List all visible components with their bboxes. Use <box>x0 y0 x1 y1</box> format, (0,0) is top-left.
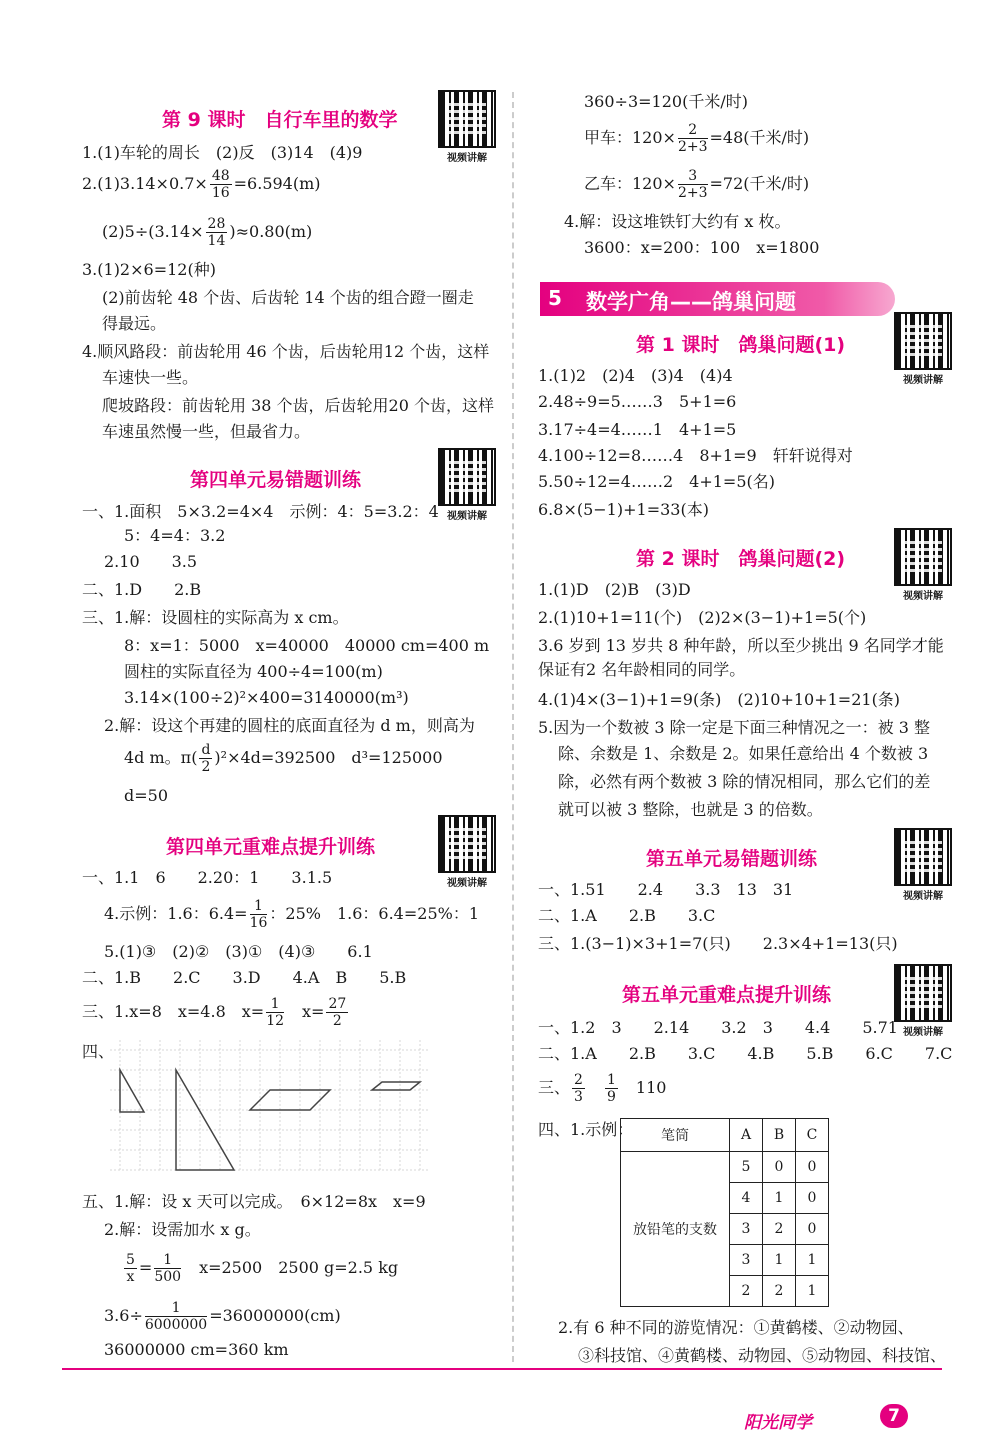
answer-line: 三、1.解：设圆柱的实际高为 x cm。 <box>82 608 349 627</box>
section-banner <box>540 282 895 316</box>
answer-line: 二、1.A 2.B 3.C 4.B 5.B 6.C 7.C <box>538 1044 953 1063</box>
answer-line: 2.10 3.5 <box>104 552 198 571</box>
text: =48(千米/时) <box>709 128 810 147</box>
answer-line: 4.100÷12=8……4 8+1=9 轩轩说得对 <box>538 446 853 465</box>
table-cell: 2 <box>763 1214 796 1245</box>
qr-code[interactable] <box>894 828 952 902</box>
combination-table <box>620 1118 829 1307</box>
answer-line: 一、1.面积 5×3.2=4×4 示例：4：5=3.2：4 <box>82 502 439 521</box>
answer-line: 2.解：设这个再建的圆柱的底面直径为 d m，则高为 <box>104 716 475 735</box>
answer-line: 1.(1)2 (2)4 (3)4 (4)4 <box>538 366 733 385</box>
qr-code[interactable] <box>894 312 952 386</box>
fraction <box>572 1072 585 1105</box>
qr-label: 视频讲解 <box>447 878 487 889</box>
answer-line: 3.6 岁到 13 岁共 8 种年龄，所以至少挑出 9 名同学才能 <box>538 636 944 655</box>
answer-line: 就可以被 3 整除，也就是 3 的倍数。 <box>558 800 823 819</box>
qr-icon <box>438 90 496 148</box>
numerator: 1 <box>250 898 268 915</box>
large-right-triangle <box>176 1070 234 1170</box>
answer-line: 3.14×(100÷2)²×400=3140000(m³) <box>124 688 409 707</box>
fraction <box>210 168 232 201</box>
numerator: 1 <box>154 1252 181 1269</box>
table-cell: 3 <box>730 1214 763 1245</box>
qr-icon <box>894 528 952 586</box>
qr-label: 视频讲解 <box>903 591 943 602</box>
fraction <box>678 122 708 155</box>
denominator: 16 <box>211 185 230 201</box>
text: 4.示例：1.6：6.4= <box>104 904 248 923</box>
answer-line <box>104 898 479 931</box>
denominator: 6000000 <box>144 1317 208 1333</box>
small-parallelogram <box>372 1082 420 1090</box>
answer-line: 四、1.示例： <box>538 1120 634 1139</box>
denominator: x <box>126 1269 135 1285</box>
answer-line: 保证有2 名年龄相同的同学。 <box>538 660 746 679</box>
answer-line: 二、1.B 2.C 3.D 4.A B 5.B <box>82 968 407 987</box>
text: =72(千米/时) <box>709 174 810 193</box>
text: 乙车：120× <box>584 174 676 193</box>
heading-unit4-errors: 第四单元易错题训练 <box>190 469 362 491</box>
page-number: 7 <box>880 1404 908 1428</box>
fraction <box>250 898 268 931</box>
numerator: 3 <box>678 168 708 185</box>
footer-rule <box>62 1368 942 1370</box>
numerator: 2 <box>678 122 708 139</box>
heading-unit5-advanced: 第五单元重难点提升训练 <box>622 984 832 1006</box>
answer-line: 4.(1)4×(3−1)+1=9(条) (2)10+10+1=21(条) <box>538 690 901 709</box>
answer-line: ③科技馆、④黄鹤楼、动物园、⑤动物园、科技馆、 <box>578 1346 947 1365</box>
qr-code[interactable] <box>438 448 496 522</box>
answer-line: 一、1.2 3 2.14 3.2 3 4.4 5.71 <box>538 1018 898 1037</box>
answer-line: 6.8×(5−1)+1=33(本) <box>538 500 709 519</box>
heading-unit5-errors: 第五单元易错题训练 <box>646 848 818 870</box>
answer-line: 车速虽然慢一些，但最省力。 <box>102 422 311 441</box>
numerator: 27 <box>328 996 347 1012</box>
answer-line: 五、1.解：设 x 天可以完成。 6×12=8x x=9 <box>82 1192 426 1211</box>
answer-line <box>584 168 809 201</box>
table-header-cell: B <box>763 1119 796 1152</box>
denominator: 2+3 <box>677 139 708 155</box>
denominator: 500 <box>154 1269 182 1285</box>
answer-line: 5：4=4：3.2 <box>124 526 226 545</box>
answer-line: 2.有 6 种不同的游览情况：①黄鹤楼、②动物园、 <box>558 1318 914 1337</box>
answer-line: 4.顺风路段：前齿轮用 46 个齿，后齿轮用12 个齿，这样 <box>82 342 490 361</box>
denominator: 12 <box>266 1013 285 1029</box>
table-header-cell: C <box>796 1119 829 1152</box>
answer-line: (2)前齿轮 48 个齿、后齿轮 14 个齿的组合蹬一圈走 <box>102 288 474 307</box>
text: =36000000(cm) <box>209 1306 341 1325</box>
answer-line: d=50 <box>124 786 169 805</box>
fraction <box>266 996 284 1029</box>
qr-icon <box>438 815 496 873</box>
qr-label: 视频讲解 <box>447 511 487 522</box>
fraction <box>145 1300 207 1333</box>
table-header-cell: A <box>730 1119 763 1152</box>
answer-line: 5.50÷12=4……2 4+1=5(名) <box>538 472 775 491</box>
answer-line: 三、1.(3−1)×3+1=7(只) 2.3×4+1=13(只) <box>538 934 898 953</box>
answer-line: 圆柱的实际直径为 400÷4=100(m) <box>124 662 383 681</box>
answer-line: 2.解：设需加水 x g。 <box>104 1220 261 1239</box>
fraction <box>154 1252 181 1285</box>
text: )²×4d=392500 d³=125000 <box>214 748 443 767</box>
heading-unit4-advanced: 第四单元重难点提升训练 <box>166 836 376 858</box>
table-cell: 1 <box>763 1245 796 1276</box>
qr-label: 视频讲解 <box>903 891 943 902</box>
answer-line: 4.解：设这堆铁钉大约有 x 枚。 <box>564 212 791 231</box>
numerator: 1 <box>266 996 284 1013</box>
answer-line <box>102 216 312 249</box>
answer-line: 爬坡路段：前齿轮用 38 个齿，后齿轮用20 个齿，这样 <box>102 396 494 415</box>
answer-line: 除，必然有两个数被 3 除的情况相同，那么它们的差 <box>558 772 931 791</box>
table-cell: 0 <box>796 1152 829 1183</box>
fraction <box>678 168 708 201</box>
denominator: 14 <box>207 233 226 249</box>
fraction <box>124 1252 137 1285</box>
table-cell: 0 <box>796 1214 829 1245</box>
denominator: 2 <box>201 759 211 775</box>
answer-line <box>538 1072 666 1105</box>
table-cell: 5 <box>730 1152 763 1183</box>
answer-line: 3.17÷4=4……1 4+1=5 <box>538 420 737 439</box>
table-cell: 3 <box>730 1245 763 1276</box>
text: 三、1.x=8 x=4.8 x= <box>82 1002 265 1021</box>
answer-line: 2.(1)10+1=11(个) (2)2×(3−1)+1=5(个) <box>538 608 867 627</box>
table-header-cell: 笔筒 <box>621 1119 730 1152</box>
table-cell: 2 <box>730 1276 763 1307</box>
denominator: 3 <box>574 1089 583 1105</box>
answer-line: 3.(1)2×6=12(种) <box>82 260 216 279</box>
answer-line: 36000000 cm=360 km <box>104 1340 289 1359</box>
numerator: 5 <box>126 1252 135 1268</box>
table-cell: 1 <box>796 1276 829 1307</box>
grid-lines <box>110 1040 430 1170</box>
numerator: 28 <box>207 216 226 232</box>
answer-line: 二、1.A 2.B 3.C <box>538 906 716 925</box>
section-number: 5 <box>548 286 562 310</box>
text: 110 <box>635 1078 667 1097</box>
section-title: 数学广角——鸽巢问题 <box>586 290 796 314</box>
large-parallelogram <box>250 1090 330 1110</box>
qr-icon <box>438 448 496 506</box>
shapes-grid-figure <box>100 1040 440 1180</box>
column-divider <box>512 92 514 1362</box>
fraction <box>199 742 212 775</box>
qr-code[interactable] <box>438 90 496 164</box>
text: = <box>138 1258 153 1277</box>
denominator: 2+3 <box>677 185 708 201</box>
text: x=2500 2500 g=2.5 kg <box>183 1258 399 1277</box>
table-cell: 1 <box>763 1183 796 1214</box>
qr-label: 视频讲解 <box>903 1027 943 1038</box>
answer-line: 360÷3=120(千米/时) <box>584 92 748 111</box>
text: x= <box>286 1002 325 1021</box>
answer-line: 5.因为一个数被 3 除一定是下面三种情况之一：被 3 整 <box>538 718 930 737</box>
qr-icon <box>894 312 952 370</box>
answer-line: 1.(1)D (2)B (3)D <box>538 580 691 599</box>
heading-lesson1: 第 1 课时 鸽巢问题(1) <box>636 334 846 356</box>
answer-line: 得最远。 <box>102 314 167 333</box>
table-header-row <box>621 1119 829 1152</box>
table-row <box>621 1152 829 1183</box>
table-cell: 2 <box>763 1276 796 1307</box>
text: (2)5÷(3.14× <box>102 222 204 241</box>
table-cell: 4 <box>730 1183 763 1214</box>
fraction <box>206 216 228 249</box>
qr-label: 视频讲解 <box>903 375 943 386</box>
table-cell: 1 <box>796 1245 829 1276</box>
answer-line <box>104 1300 341 1333</box>
table-row-label: 放铅笔的支数 <box>621 1152 730 1307</box>
text: =6.594(m) <box>233 174 321 193</box>
answer-line: 除、余数是 1、余数是 2。如果任意给出 4 个数被 3 <box>558 744 929 763</box>
answer-line <box>124 742 443 775</box>
qr-label: 视频讲解 <box>447 153 487 164</box>
brand-logo: 阳光同学 <box>744 1413 812 1433</box>
answer-line: 一、1.1 6 2.20：1 3.1.5 <box>82 868 333 887</box>
denominator: 2 <box>332 1013 342 1029</box>
answer-line: 8：x=1：5000 x=40000 40000 cm=400 m <box>124 636 490 655</box>
numerator: 1 <box>606 1072 616 1088</box>
text: 三、 <box>538 1078 571 1097</box>
text: 甲车：120× <box>584 128 676 147</box>
numerator: 1 <box>145 1300 207 1317</box>
fraction <box>605 1072 618 1105</box>
fraction <box>326 996 348 1029</box>
answer-line <box>82 996 350 1029</box>
heading-lesson2: 第 2 课时 鸽巢问题(2) <box>636 548 846 570</box>
numerator: 48 <box>211 168 230 184</box>
table-cell: 0 <box>763 1152 796 1183</box>
answer-line: 二、1.D 2.B <box>82 580 202 599</box>
text: 3.6÷ <box>104 1306 143 1325</box>
heading-lesson9: 第 9 课时 自行车里的数学 <box>162 109 398 131</box>
answer-line: 3600：x=200：100 x=1800 <box>584 238 820 257</box>
qr-code[interactable] <box>438 815 496 889</box>
qr-code[interactable] <box>894 528 952 602</box>
text: 4d m。π( <box>124 748 198 767</box>
text: 2.(1)3.14×0.7× <box>82 174 208 193</box>
qr-code[interactable] <box>894 964 952 1038</box>
answer-line: 车速快一些。 <box>102 368 199 387</box>
denominator: 9 <box>606 1089 616 1105</box>
qr-icon <box>894 964 952 1022</box>
answer-line <box>584 122 809 155</box>
numerator: 2 <box>574 1072 583 1088</box>
answer-line: 1.(1)车轮的周长 (2)反 (3)14 (4)9 <box>82 143 363 162</box>
numerator: d <box>201 742 211 758</box>
table-cell: 0 <box>796 1183 829 1214</box>
answer-line: 一、1.51 2.4 3.3 13 31 <box>538 880 794 899</box>
answer-line <box>82 168 321 201</box>
text: ：25% 1.6：6.4=25%：1 <box>269 904 480 923</box>
qr-icon <box>894 828 952 886</box>
text: )≈0.80(m) <box>229 222 313 241</box>
answer-line <box>122 1252 398 1285</box>
answer-line: 5.(1)③ (2)② (3)① (4)③ 6.1 <box>104 942 373 961</box>
denominator: 16 <box>249 915 268 931</box>
answer-line: 四、 <box>82 1042 115 1061</box>
answer-line: 2.48÷9=5……3 5+1=6 <box>538 392 737 411</box>
